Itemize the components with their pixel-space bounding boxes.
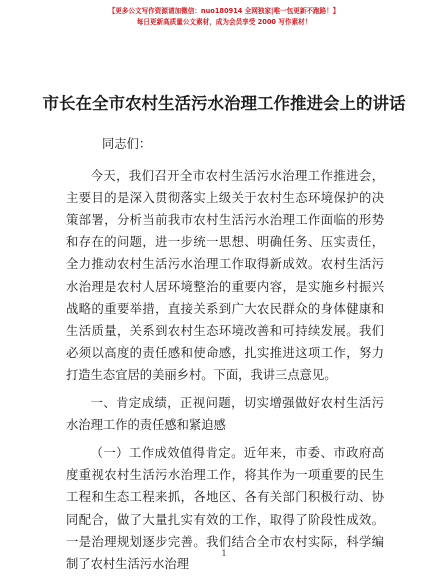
document-title: 市长在全市农村生活污水治理工作推进会上的讲话 [42, 94, 406, 113]
intro-paragraph: 今天，我们召开全市农村生活污水治理工作推进会，主要目的是深入贯彻落实上级关于农村生态环境保护的决策部署，分析当前我市农村生活污水治理工作面临的形势和存在的问题，进一步统一思想、明确任务、压实责任，全力推动农村生活污水治理工作取得新成效。农村生活污水治理是农村人居环境整治的重要内容，是实施乡村振兴战略的重要举措，直接关系到广大农民群众的身体健康和生活质量，关系到农村生态环境改善和可持续发展。我们必须以高度的责任感和使命感，扎实推进这项工作，努力打造生态宜居的美丽乡村。下面，我讲三点意见。 [66, 169, 384, 382]
promo-banner-line-1: 【更多公文写作资源请加微信：nuo180914 全网独家|唯一包更新不跑路！】 [108, 7, 340, 15]
subsection-paragraph-1: （一）工作成效值得肯定。近年来，市委、市政府高度重视农村生活污水治理工作，将其作为一项重要的民生工程和生态工程来抓，各地区、各有关部门积极行动、协同配合，做了大量扎实有效的工作，取得了阶段性成效。一是治理规划逐步完善。我们结合全市农村实际，科学编制了农村生活污水治理 [66, 446, 384, 571]
promo-banner-line-2: 每日更新高质量公文素材，成为会员享受 2000 写作素材！ [136, 18, 312, 26]
greeting: 同志们： [102, 137, 152, 151]
page-number: 1 [221, 549, 227, 558]
document-body [66, 133, 384, 575]
section-heading-1: 一、肯定成绩，正视问题，切实增强做好农村生活污水治理工作的责任感和紧迫感 [66, 396, 384, 433]
